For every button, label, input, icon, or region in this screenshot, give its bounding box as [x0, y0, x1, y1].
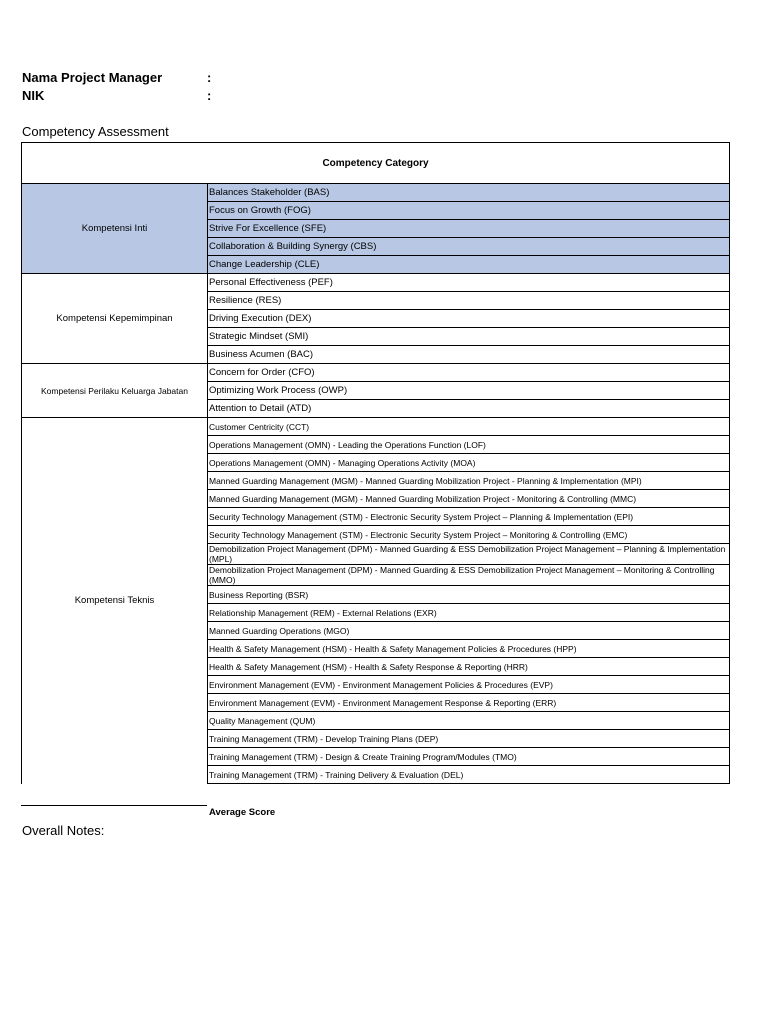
competency-item: Strive For Excellence (SFE) — [208, 220, 730, 238]
competency-item: Balances Stakeholder (BAS) — [208, 184, 730, 202]
competency-item: Manned Guarding Operations (MGO) — [208, 622, 730, 640]
competency-item: Attention to Detail (ATD) — [208, 400, 730, 418]
header-row-nik — [22, 87, 322, 105]
competency-item: Quality Management (QUM) — [208, 712, 730, 730]
competency-item: Manned Guarding Management (MGM) - Manned Guarding Mobilization Project - Monitoring & Controlling (MMC) — [208, 490, 730, 508]
project-manager-label: Nama Project Manager — [22, 70, 163, 85]
overall-notes-label: Overall Notes: — [22, 823, 105, 838]
competency-item: Environment Management (EVM) - Environment Management Policies & Procedures (EVP) — [208, 676, 730, 694]
project-manager-colon: : — [207, 70, 212, 85]
competency-item: Operations Management (OMN) - Leading the Operations Function (LOF) — [208, 436, 730, 454]
competency-item: Health & Safety Management (HSM) - Health & Safety Management Policies & Procedures (HPP) — [208, 640, 730, 658]
competency-item: Demobilization Project Management (DPM) - Manned Guarding & ESS Demobilization Project Management – Monitoring & Controlling (MMO) — [208, 565, 730, 586]
competency-item: Focus on Growth (FOG) — [208, 202, 730, 220]
group-label: Kompetensi Kepemimpinan — [22, 274, 208, 364]
competency-item: Optimizing Work Process (OWP) — [208, 382, 730, 400]
competency-item: Demobilization Project Management (DPM) - Manned Guarding & ESS Demobilization Project Management – Planning & Implementation (MPL) — [208, 544, 730, 565]
competency-item: Collaboration & Building Synergy (CBS) — [208, 238, 730, 256]
header-block — [22, 69, 322, 105]
competency-item: Relationship Management (REM) - External Relations (EXR) — [208, 604, 730, 622]
competency-item: Customer Centricity (CCT) — [208, 418, 730, 436]
average-score-label: Average Score — [209, 807, 276, 818]
competency-item: Business Reporting (BSR) — [208, 586, 730, 604]
table-row — [22, 184, 730, 202]
competency-category-header: Competency Category — [22, 143, 730, 184]
competency-item: Environment Management (EVM) - Environment Management Response & Reporting (ERR) — [208, 694, 730, 712]
competency-item: Concern for Order (CFO) — [208, 364, 730, 382]
competency-item: Operations Management (OMN) - Managing Operations Activity (MOA) — [208, 454, 730, 472]
average-score-line — [21, 805, 207, 806]
competency-table — [21, 142, 730, 784]
table-row — [22, 364, 730, 382]
competency-item: Training Management (TRM) - Training Delivery & Evaluation (DEL) — [208, 766, 730, 784]
group-label: Kompetensi Perilaku Keluarga Jabatan — [22, 364, 208, 418]
competency-table-body — [22, 143, 730, 784]
competency-item: Manned Guarding Management (MGM) - Manned Guarding Mobilization Project - Planning & Implementation (MPI) — [208, 472, 730, 490]
competency-item: Strategic Mindset (SMI) — [208, 328, 730, 346]
competency-item: Security Technology Management (STM) - Electronic Security System Project – Monitoring & Controlling (EMC) — [208, 526, 730, 544]
competency-item: Business Acumen (BAC) — [208, 346, 730, 364]
group-label: Kompetensi Inti — [22, 184, 208, 274]
competency-item: Resilience (RES) — [208, 292, 730, 310]
table-row — [22, 274, 730, 292]
competency-item: Health & Safety Management (HSM) - Health & Safety Response & Reporting (HRR) — [208, 658, 730, 676]
header-row-name — [22, 69, 322, 87]
section-title: Competency Assessment — [22, 124, 169, 139]
competency-item: Driving Execution (DEX) — [208, 310, 730, 328]
nik-colon: : — [207, 88, 212, 103]
table-row — [22, 418, 730, 436]
competency-item: Training Management (TRM) - Develop Training Plans (DEP) — [208, 730, 730, 748]
competency-item: Personal Effectiveness (PEF) — [208, 274, 730, 292]
competency-item: Training Management (TRM) - Design & Create Training Program/Modules (TMO) — [208, 748, 730, 766]
competency-item: Security Technology Management (STM) - Electronic Security System Project – Planning & Implementation (EPI) — [208, 508, 730, 526]
group-label: Kompetensi Teknis — [22, 418, 208, 784]
competency-item: Change Leadership (CLE) — [208, 256, 730, 274]
nik-label: NIK — [22, 88, 45, 103]
